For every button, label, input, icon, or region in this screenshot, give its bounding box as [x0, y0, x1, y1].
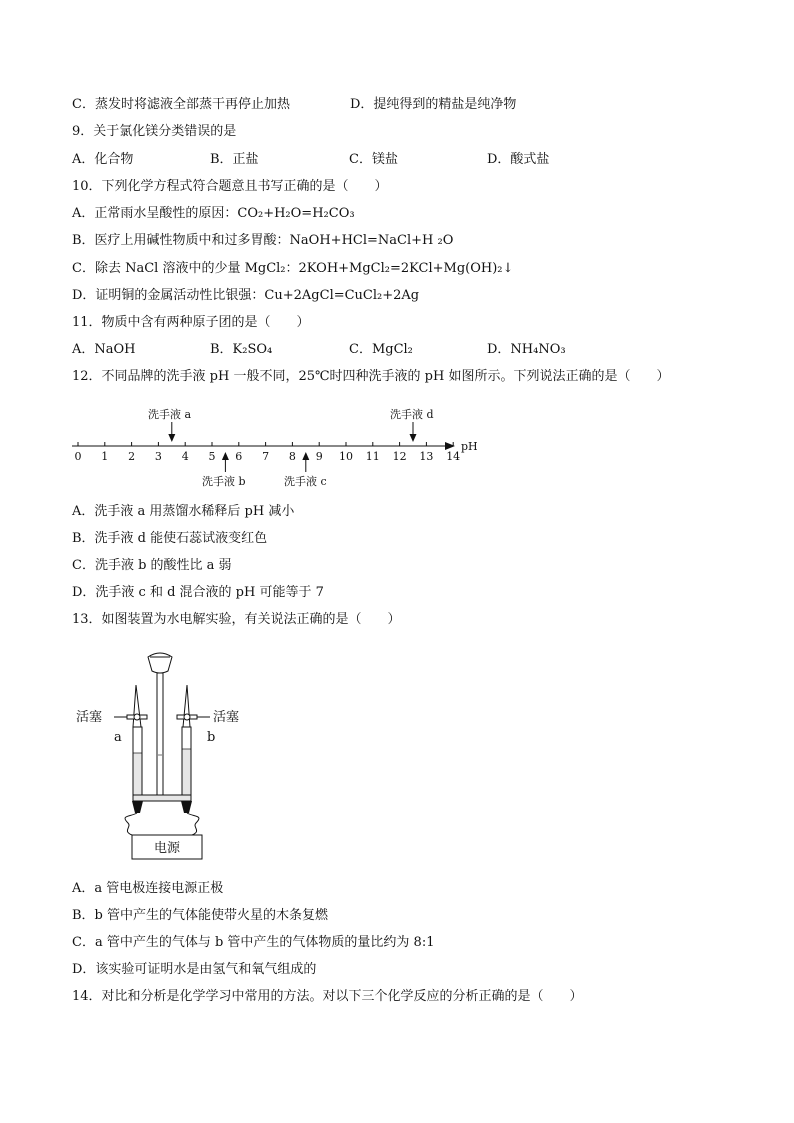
ph-tick-label-9: 9 — [315, 450, 323, 463]
q9-option-c: C．镁盐 — [349, 152, 398, 167]
ph-tick-label-14: 14 — [446, 450, 461, 463]
tube-a-tip — [133, 685, 141, 727]
ph-label-c: 洗手液 c — [284, 475, 327, 488]
tube-b-tip — [183, 685, 190, 727]
q10-option-b: B．医疗上用碱性物质中和过多胃酸：NaOH+HCl=NaCl+H ₂O — [72, 233, 454, 248]
question-9: 9．关于氯化镁分类错误的是 — [72, 124, 237, 139]
ph-tick-label-1: 1 — [101, 450, 109, 463]
ph-label-a: 洗手液 a — [148, 408, 192, 421]
q9-option-b: B．正盐 — [210, 152, 259, 167]
ph-scale-figure — [60, 398, 500, 498]
ph-tick-label-6: 6 — [235, 450, 243, 463]
ph-label-d: 洗手液 d — [390, 408, 434, 421]
ph-arrowhead-d — [410, 434, 417, 442]
valve-right-label: 活塞 — [213, 710, 240, 725]
ph-tick-label-10: 10 — [339, 450, 353, 463]
ph-tick-label-3: 3 — [154, 450, 162, 463]
ph-label-b: 洗手液 b — [202, 475, 246, 488]
valve-left-label: 活塞 — [76, 710, 103, 725]
bottom-connector — [133, 795, 191, 801]
ph-unit-label: pH — [461, 440, 478, 453]
q11-option-c: C．MgCl₂ — [349, 342, 413, 357]
question-10: 10．下列化学方程式符合题意且书写正确的是（ ） — [72, 179, 388, 194]
electrode-a — [132, 801, 143, 813]
q12-option-c: C．洗手液 b 的酸性比 a 弱 — [72, 558, 232, 573]
q13-option-a: A．a 管电极连接电源正极 — [72, 881, 224, 896]
ph-tick-label-8: 8 — [288, 450, 296, 463]
ph-tick-label-11: 11 — [365, 450, 380, 463]
q10-option-d: D．证明铜的金属活动性比银强：Cu+2AgCl=CuCl₂+2Ag — [72, 288, 420, 303]
ph-tick-label-12: 12 — [392, 450, 407, 463]
q13-option-c: C．a 管中产生的气体与 b 管中产生的气体物质的量比约为 8:1 — [72, 935, 435, 950]
q12-option-b: B．洗手液 d 能使石蕊试液变红色 — [72, 531, 268, 546]
option-d-q8: D．提纯得到的精盐是纯净物 — [350, 97, 517, 112]
question-12: 12．不同品牌的洗手液 pH 一般不同，25℃时四种洗手液的 pH 如图所示。下列说法正确的是（ ） — [72, 369, 670, 384]
ph-tick-label-0: 0 — [74, 450, 82, 463]
q11-option-d: D．NH₄NO₃ — [487, 342, 566, 357]
q10-option-c: C．除去 NaCl 溶液中的少量 MgCl₂：2KOH+MgCl₂=2KCl+Mg(OH)₂↓ — [72, 261, 514, 276]
power-supply-label: 电源 — [153, 841, 181, 856]
ph-tick-label-4: 4 — [181, 450, 189, 463]
ph-tick-label-7: 7 — [262, 450, 270, 463]
electrode-b — [181, 801, 192, 813]
q13-option-d: D．该实验可证明水是由氢气和氧气组成的 — [72, 962, 317, 977]
ph-arrowhead-a — [168, 434, 175, 442]
tube-b-label: b — [207, 730, 216, 745]
q11-option-a: A．NaOH — [72, 342, 136, 357]
question-13: 13．如图装置为水电解实验，有关说法正确的是（ ） — [72, 612, 401, 627]
question-14: 14．对比和分析是化学学习中常用的方法。对以下三个化学反应的分析正确的是（ ） — [72, 989, 583, 1004]
ph-arrowhead-b — [222, 452, 229, 460]
ph-tick-label-5: 5 — [208, 450, 216, 463]
ph-arrowhead-c — [302, 452, 309, 460]
q12-option-a: A．洗手液 a 用蒸馏水稀释后 pH 减小 — [72, 504, 295, 519]
q13-option-b: B．b 管中产生的气体能使带火星的木条复燃 — [72, 908, 329, 923]
q10-option-a: A．正常雨水呈酸性的原因：CO₂+H₂O=H₂CO₃ — [72, 206, 355, 221]
q11-option-b: B．K₂SO₄ — [210, 342, 273, 357]
wire-left — [125, 813, 137, 835]
q12-option-d: D．洗手液 c 和 d 混合液的 pH 可能等于 7 — [72, 585, 324, 600]
ph-tick-label-13: 13 — [419, 450, 434, 463]
q9-option-d: D．酸式盐 — [487, 152, 550, 167]
q9-option-a: A．化合物 — [72, 152, 134, 167]
reservoir-bulb — [148, 653, 172, 673]
question-11: 11．物质中含有两种原子团的是（ ） — [72, 315, 310, 330]
tube-a-label: a — [114, 730, 122, 745]
ph-tick-label-2: 2 — [128, 450, 136, 463]
wire-right — [187, 813, 199, 835]
option-c-q8: C．蒸发时将滤液全部蒸干再停止加热 — [72, 97, 290, 112]
center-tube — [157, 673, 163, 801]
electrolysis-apparatus — [70, 645, 260, 863]
